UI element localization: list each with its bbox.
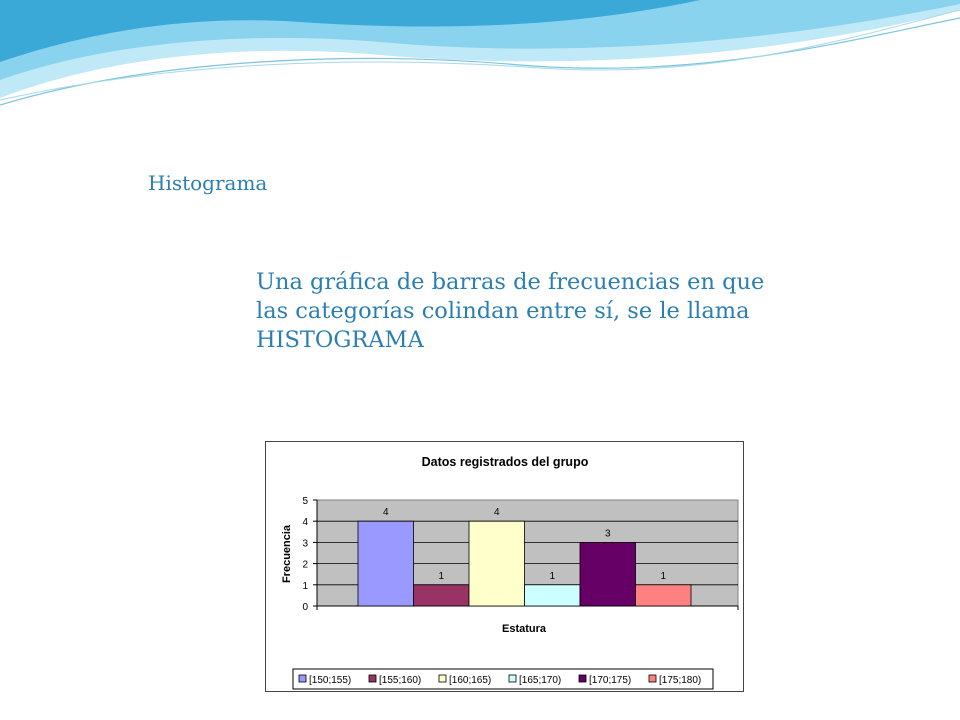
legend-entry: [165;170) [519, 675, 562, 686]
slide-title: Histograma [148, 171, 268, 195]
bar-data-label: 1 [549, 570, 556, 582]
slide-body-text: Una gráfica de barras de frecuencias en que las categorías colindan entre sí, se le llama HISTOGRAMA [256, 269, 765, 353]
plot-area [302, 496, 738, 613]
chart-title: Datos registrados del grupo [421, 455, 589, 469]
legend-swatch [369, 675, 376, 682]
legend-entry: [160;165) [449, 675, 492, 686]
y-tick-label: 3 [302, 538, 308, 550]
histogram-chart [265, 441, 744, 692]
y-tick-label: 4 [302, 517, 308, 529]
decorative-wave-header [0, 0, 960, 120]
bar-4 [525, 585, 581, 606]
y-tick-label: 5 [302, 496, 308, 507]
y-tick-label: 0 [302, 602, 308, 613]
chart-y-axis-label: Frecuencia [281, 524, 293, 584]
legend-entry: [175;180) [659, 675, 702, 686]
y-tick-label: 1 [302, 580, 308, 592]
legend-swatch [439, 675, 446, 682]
legend-entry: [170;175) [589, 675, 632, 686]
legend-swatch [509, 675, 516, 682]
bar-data-label: 3 [604, 528, 611, 540]
bar-5 [580, 542, 636, 606]
y-tick-label: 2 [302, 559, 308, 571]
legend-entry: [155;160) [379, 675, 422, 686]
bar-data-label: 1 [660, 570, 667, 582]
legend-swatch [649, 675, 656, 682]
bar-1 [358, 521, 414, 606]
bar-6 [636, 585, 692, 606]
chart-legend [293, 669, 713, 689]
legend-swatch [299, 675, 306, 682]
bar-2 [414, 585, 470, 606]
bar-data-label: 4 [382, 507, 389, 519]
chart-x-axis-label: Estatura [501, 623, 547, 635]
legend-entry: [150;155) [309, 675, 352, 686]
legend-swatch [579, 675, 586, 682]
bar-3 [469, 521, 525, 606]
bar-data-label: 1 [438, 570, 445, 582]
chart-canvas [266, 442, 743, 691]
bar-data-label: 4 [493, 507, 500, 519]
